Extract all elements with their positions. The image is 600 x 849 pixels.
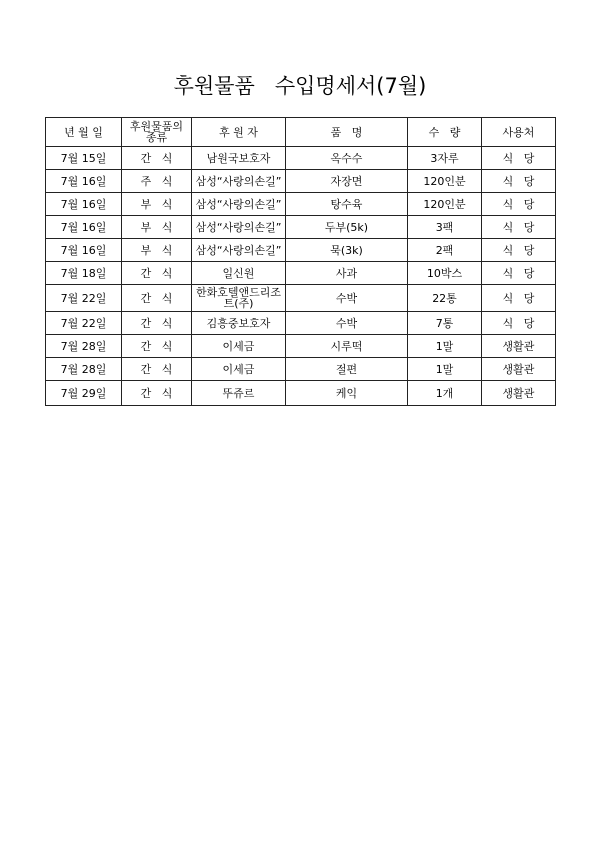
table-row [46,170,556,193]
table-row [46,358,556,381]
cell-category: 간 식 [122,312,192,335]
cell-item: 수박 [286,285,408,312]
cell-date: 7월 18일 [46,262,122,285]
table-row [46,193,556,216]
cell-quantity: 1말 [408,335,482,358]
header-donor: 후 원 자 [192,118,286,147]
cell-date: 7월 16일 [46,239,122,262]
cell-date: 7월 28일 [46,358,122,381]
table-row [46,147,556,170]
cell-quantity: 1개 [408,381,482,406]
cell-quantity: 120인분 [408,193,482,216]
cell-item: 두부(5k) [286,216,408,239]
cell-quantity: 2팩 [408,239,482,262]
cell-date: 7월 29일 [46,381,122,406]
cell-category: 부 식 [122,216,192,239]
cell-usage: 식 당 [482,262,556,285]
cell-date: 7월 15일 [46,147,122,170]
header-date: 년 월 일 [46,118,122,147]
cell-item: 옥수수 [286,147,408,170]
cell-date: 7월 22일 [46,312,122,335]
donation-ledger-table [45,117,556,406]
header-item: 품 명 [286,118,408,147]
table-row [46,381,556,406]
cell-category: 부 식 [122,239,192,262]
header-category: 후원물품의 종류 [122,118,192,147]
cell-category: 간 식 [122,285,192,312]
cell-item: 수박 [286,312,408,335]
cell-quantity: 22통 [408,285,482,312]
cell-donor: 삼성“사랑의손길” [192,216,286,239]
cell-item: 시루떡 [286,335,408,358]
cell-category: 간 식 [122,335,192,358]
cell-usage: 생활관 [482,358,556,381]
cell-usage: 식 당 [482,147,556,170]
cell-category: 간 식 [122,381,192,406]
cell-usage: 생활관 [482,335,556,358]
table-header-row [46,118,556,147]
cell-item: 절편 [286,358,408,381]
cell-donor: 한화호텔앤드리조트(주) [192,285,286,312]
cell-item: 케익 [286,381,408,406]
cell-quantity: 3팩 [408,216,482,239]
header-usage: 사용처 [482,118,556,147]
cell-item: 묵(3k) [286,239,408,262]
cell-donor: 이세금 [192,335,286,358]
table-row [46,335,556,358]
cell-category: 주 식 [122,170,192,193]
cell-category: 부 식 [122,193,192,216]
table-row [46,262,556,285]
cell-usage: 생활관 [482,381,556,406]
cell-quantity: 120인분 [408,170,482,193]
cell-donor: 삼성“사랑의손길” [192,170,286,193]
table-row [46,285,556,312]
cell-date: 7월 16일 [46,193,122,216]
cell-category: 간 식 [122,358,192,381]
cell-quantity: 10박스 [408,262,482,285]
cell-donor: 일신원 [192,262,286,285]
document-title: 후원물품 수입명세서(7월) [173,74,427,98]
cell-donor: 삼성“사랑의손길” [192,193,286,216]
cell-usage: 식 당 [482,193,556,216]
cell-item: 자장면 [286,170,408,193]
cell-date: 7월 28일 [46,335,122,358]
cell-date: 7월 16일 [46,216,122,239]
cell-donor: 남원국보호자 [192,147,286,170]
cell-usage: 식 당 [482,312,556,335]
cell-usage: 식 당 [482,170,556,193]
cell-date: 7월 16일 [46,170,122,193]
cell-item: 사과 [286,262,408,285]
cell-item: 탕수육 [286,193,408,216]
cell-donor: 이세금 [192,358,286,381]
cell-quantity: 1말 [408,358,482,381]
cell-quantity: 3자루 [408,147,482,170]
cell-donor: 삼성“사랑의손길” [192,239,286,262]
cell-usage: 식 당 [482,285,556,312]
cell-date: 7월 22일 [46,285,122,312]
cell-donor: 뚜쥬르 [192,381,286,406]
cell-donor: 김흥중보호자 [192,312,286,335]
cell-category: 간 식 [122,262,192,285]
cell-category: 간 식 [122,147,192,170]
cell-quantity: 7통 [408,312,482,335]
table-row [46,216,556,239]
table-row [46,239,556,262]
cell-usage: 식 당 [482,239,556,262]
cell-usage: 식 당 [482,216,556,239]
header-quantity: 수 량 [408,118,482,147]
table-row [46,312,556,335]
